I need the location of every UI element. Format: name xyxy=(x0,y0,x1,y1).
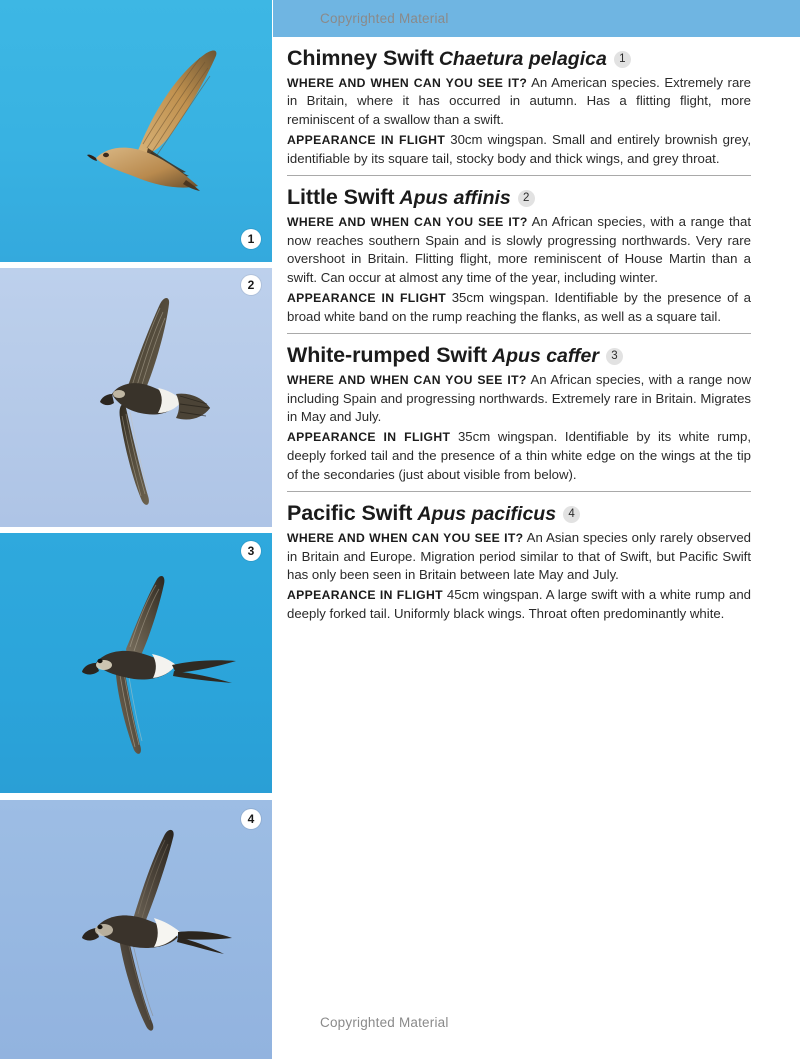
where-and-when-label: WHERE AND WHEN CAN YOU SEE IT? xyxy=(287,530,524,545)
species-common-name: Chimney Swift xyxy=(287,46,434,70)
where-and-when-label: WHERE AND WHEN CAN YOU SEE IT? xyxy=(287,214,528,229)
species-heading xyxy=(287,183,751,211)
where-and-when-paragraph xyxy=(287,529,751,585)
species-heading xyxy=(287,341,751,369)
appearance-paragraph xyxy=(287,131,751,168)
chimney-swift-illustration xyxy=(0,0,272,262)
plate-badge-4: 4 xyxy=(241,809,261,829)
where-and-when-paragraph xyxy=(287,371,751,427)
where-and-when-text: An American species. Extremely rare in Britain, where it has occurred in autumn. Has a flitting flight, more reminiscent of a swallow than a swift. xyxy=(287,74,752,128)
where-and-when-paragraph xyxy=(287,74,751,130)
section-divider xyxy=(287,491,751,492)
where-and-when-text: An Asian species only rarely observed in Britain and Europe. Migration period similar to that of Swift, but Pacific Swift has only been seen in Britain between late May and July. xyxy=(287,529,752,583)
appearance-paragraph xyxy=(287,428,751,484)
species-entry-pacific-swift xyxy=(287,491,751,630)
appearance-paragraph xyxy=(287,289,751,326)
appearance-text: 30cm wingspan. Small and entirely brownish grey, identifiable by its square tail, stocky body and thick wings, and grey throat. xyxy=(287,131,751,166)
text-column xyxy=(273,0,800,1059)
where-and-when-label: WHERE AND WHEN CAN YOU SEE IT? xyxy=(287,75,528,90)
section-divider xyxy=(287,333,751,334)
species-entry-white-rumped-swift xyxy=(287,333,751,491)
section-divider xyxy=(287,175,751,176)
white-rumped-swift-illustration xyxy=(0,533,272,793)
little-swift-illustration xyxy=(0,268,272,527)
appearance-text: 35cm wingspan. Identifiable by its white rump, deeply forked tail and the presence of a thin white edge on the wings at the tip of the secondaries (just about visible from below). xyxy=(287,429,751,482)
where-and-when-text: An African species, with a range that now reaches southern Spain and is slowly progressing northwards. Very rare overshoot in Britain. Flitting flight, more reminiscent of House Martin than a swift. Can occur at almost any time of the year, including winter. xyxy=(287,213,752,286)
bottom-watermark: Copyrighted Material xyxy=(320,1015,449,1030)
species-heading xyxy=(287,44,751,72)
plate-photo-2 xyxy=(0,268,272,527)
species-common-name: White-rumped Swift xyxy=(287,343,488,368)
top-watermark: Copyrighted Material xyxy=(320,11,449,26)
plate-photo-1 xyxy=(0,0,272,262)
species-latin-name: Apus caffer xyxy=(492,345,599,368)
species-badge: 1 xyxy=(614,51,631,68)
species-entry-little-swift xyxy=(287,175,751,333)
appearance-text: 45cm wingspan. A large swift with a white rump and deeply forked tail. Uniformly black wings. Throat often predominantly white. xyxy=(287,587,751,621)
species-common-name: Pacific Swift xyxy=(287,501,413,526)
photo-column xyxy=(0,0,272,1059)
appearance-text: 35cm wingspan. Identifiable by the presence of a broad white band on the rump reaching the flanks, as well as a square tail. xyxy=(287,289,751,324)
pacific-swift-illustration xyxy=(0,800,272,1059)
species-badge: 4 xyxy=(563,506,580,523)
appearance-label: APPEARANCE IN FLIGHT xyxy=(287,588,443,603)
plate-badge-2: 2 xyxy=(241,275,261,295)
plate-photo-3 xyxy=(0,533,272,793)
where-and-when-label: WHERE AND WHEN CAN YOU SEE IT? xyxy=(287,372,527,387)
species-latin-name: Apus pacificus xyxy=(417,503,557,526)
appearance-label: APPEARANCE IN FLIGHT xyxy=(287,290,447,305)
where-and-when-text: An African species, with a range now including Spain and progressing northwards. Extremely rare in Britain. Migrates in May and July. xyxy=(287,371,752,425)
species-badge: 3 xyxy=(606,348,623,365)
appearance-label: APPEARANCE IN FLIGHT xyxy=(287,430,451,445)
plate-badge-3: 3 xyxy=(241,541,261,561)
species-latin-name: Apus affinis xyxy=(399,187,511,210)
where-and-when-paragraph xyxy=(287,213,751,288)
appearance-paragraph xyxy=(287,586,751,623)
species-badge: 2 xyxy=(518,190,535,207)
species-latin-name: Chaetura pelagica xyxy=(438,48,607,70)
species-list xyxy=(287,44,751,631)
plate-photo-4 xyxy=(0,800,272,1059)
plate-badge-1: 1 xyxy=(241,229,261,249)
species-entry-chimney-swift xyxy=(287,44,751,175)
species-heading xyxy=(287,499,751,527)
appearance-label: APPEARANCE IN FLIGHT xyxy=(287,132,446,147)
species-common-name: Little Swift xyxy=(287,185,395,210)
